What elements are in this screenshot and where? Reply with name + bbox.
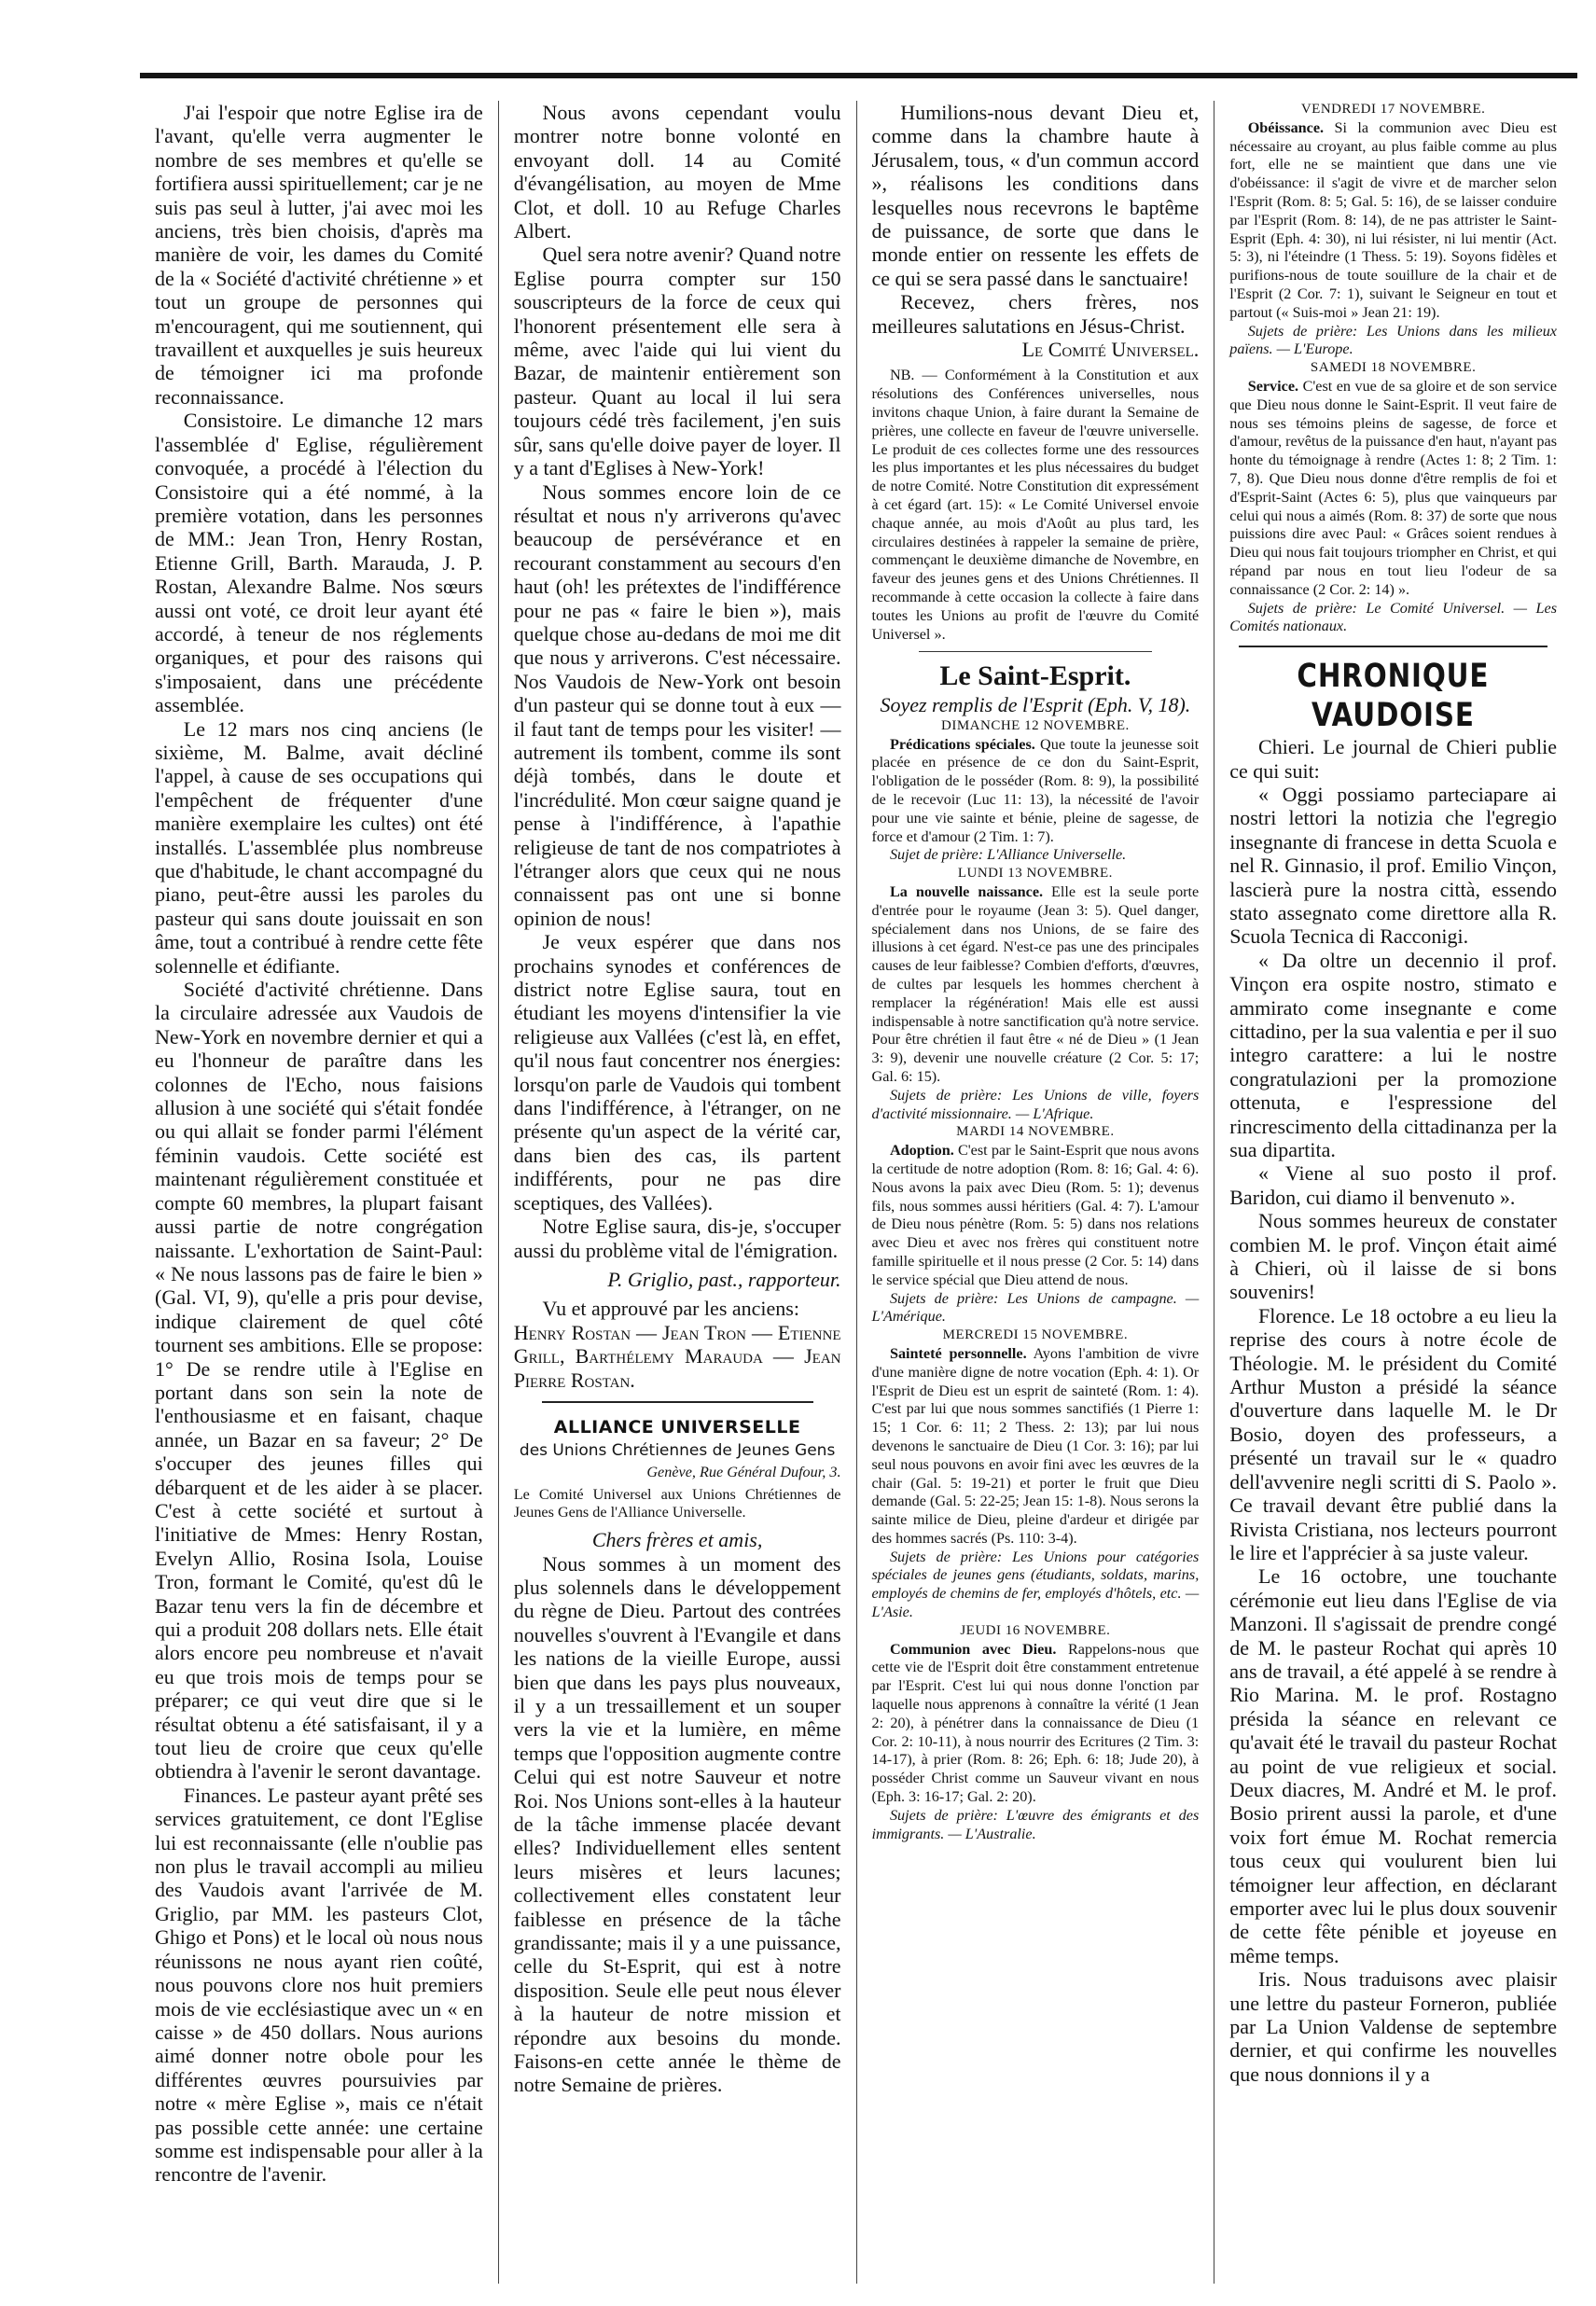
- column-2: [498, 101, 856, 2284]
- signature: Le Comité Universel.: [1021, 338, 1200, 362]
- chronique-paragraph: Nous sommes heureux de constater combien M. le prof. Vinçon était aimé à Chieri, où il laisse de si bons souvenirs!: [1229, 1209, 1557, 1304]
- chronique-paragraph: Florence. Le 18 octobre a eu lieu la reprise des cours à notre école de Théologie. M. le président du Comité Arthur Muston a présidé la séance d'ouverture dans laquelle M. le Dr Bosio, doyen des professeurs, a présenté un travail sur le « quadro dell'avvenire negli scritti di S. Paolo ». Ce travail devant être publié dans la Rivista Cristiana, nos lecteurs pourront le lire et l'apprécier à sa juste valeur.: [1229, 1303, 1557, 1564]
- paragraph: Le 12 mars nos cinq anciens (le sixième, M. Balme, avait décliné l'appel, à cause de ses occupations qui l'empêchent de fréquenter d'une manière exemplaire les cultes) ont été installés. L'assemblée plus nombreuse que d'habitude, le chant accompagné du piano, peut-être aussi les paroles du pasteur qui sans doute jouissait en son âme, tout a contribué à rendre cette fête solennelle et édifiante.: [155, 716, 483, 978]
- chronique-paragraph: Le 16 octobre, une touchante cérémonie eut lieu dans l'Eglise de via Manzoni. Il s'agissait de prendre congé de M. le pasteur Rochat qui après 10 ans de travail, a été appelé à se rendre à Rio Marina. M. le prof. Rostagno présida la séance en relevant ce qu'avait été le travail du pasteur Rochat au point de vue religieux et social. Deux diacres, M. André et M. le prof. Bosio prirent aussi la parole, et d'une voix fort émue M. Rochat remercia tous ceux qui voulurent bien lui témoigner leur affection, en déclarant emporter avec lui le plus doux souvenir de cette fête pénible et joyeuse en même temps.: [1229, 1564, 1557, 1967]
- chronique-paragraph: « Viene al suo posto il prof. Baridon, cui diamo il benvenuto ».: [1229, 1161, 1557, 1209]
- column-3: [856, 101, 1214, 2284]
- paragraph: Recevez, chers frères, nos meilleures salutations en Jésus-Christ.: [871, 290, 1200, 338]
- prayer-day: [1229, 101, 1557, 359]
- day-body: C'est en vue de sa gloire et de son service que Dieu nous donne le Saint-Esprit. Il veut faire de nous ses témoins pleins de sagesse, de force et d'amour, revêtus de la puissance d'en haut, n'ayant pas honte du témoignage à rendre (Actes 1: 8; 2 Tim. 1: 7, 8). Que Dieu nous donne d'être remplis de foi et d'Esprit-Saint (Actes 6: 5), plus que vainqueurs par celui qui nous a aimés (Rom. 8: 37) de sorte que nous puissions dire avec Paul: « Grâces soient rendues à Dieu qui nous fait toujours triompher en Christ, et qui répand par nous en tout lieu l'odeur de sa connaissance (2 Cor. 2: 14) ».: [1229, 377, 1558, 598]
- chronique-paragraph: Chieri. Le journal de Chieri publie ce qui suit:: [1229, 735, 1557, 783]
- newspaper-page: [140, 101, 1572, 2284]
- day-body: Si la communion avec Dieu est nécessaire au croyant, au plus faible comme au plus fort, elle ne se maintient que dans une vie d'obéissance: il s'agit de vivre et de marcher selon l'Esprit (Rom. 8: 5; Gal. 5: 16), de se laisser conduire par l'Esprit (Rom. 8: 14), de ne pas attrister le Saint-Esprit (Eph. 4: 30), ni lui résister, ni lui mentir (Act. 5: 3), ni l'éteindre (1 Thess. 5: 19). Soyons fidèles et purifions-nous de toute souillure de la chair et de l'Esprit (2 Cor. 7: 1), suivant le Seigneur en tout et partout (« Suis-moi » Jean 21: 19).: [1229, 118, 1557, 321]
- address: Genève, Rue Général Dufour, 3.: [646, 1463, 841, 1480]
- prayer-subject: Sujet de prière: L'Alliance Universelle.: [889, 846, 1127, 864]
- paragraph: Humilions-nous devant Dieu et, comme dans la chambre haute à Jérusalem, tous, « d'un commun accord », réalisons les conditions dans lesquelles nous recevrons le baptême de puissance, de sorte que dans le monde entier on ressente les effets de ce qui se sera passé dans le sanctuaire!: [871, 101, 1200, 290]
- day-text: [1229, 378, 1557, 600]
- day-heading: La nouvelle naissance.: [889, 883, 1044, 900]
- day-date: DIMANCHE 12 NOVEMBRE.: [941, 717, 1130, 733]
- day-body: Que toute la jeunesse soit placée en présence de ce don du Saint-Esprit, l'obligation de le posséder (Rom. 8: 9), la possibilité de le recevoir (Luc 11: 13), la nécessité de l'avoir pour une vie sainte et bénie, pleine de sagesse, de force et d'amour (2 Tim. 1: 7).: [871, 735, 1200, 845]
- chronique-paragraph: « Oggi possiamo parteciapare ai nostri lettori la notizia che l'egregio insegnante di francese in detta Scuola e nel R. Ginnasio, il prof. Emilio Vinçon, lascierà pure la nostra città, essendo stato assegnato come direttore alla R. Scuola Tecnica di Racconigi.: [1229, 782, 1557, 949]
- paragraph: Nous sommes à un moment des plus solennels dans le développement du règne de Dieu. Partout des contrées nouvelles s'ouvrent à l'Evangile et dans les nations de la vieille Europe, aussi bien que dans les pays plus nouveaux, il y a un tressaillement et un souper vers la vie et la lumière, en même temps que l'opposition augmente contre Celui qui est notre Sauveur et notre Roi. Nos Unions sont-elles à la hauteur de la tâche immense placée devant elles? Individuellement elles sentent leurs misères et leurs lacunes; collectivement elles constatent leur faiblesse en présence de la tâche grandissante; mais il y a une puissance, celle du St-Esprit, qui est à notre disposition. Seule elle peut nous élever à la hauteur de notre mission et répondre aux besoins du monde. Faisons-en cette année le thème de notre Semaine de prières.: [513, 1551, 841, 2097]
- day-text: [1229, 119, 1557, 323]
- day-heading: Obéissance.: [1247, 118, 1325, 136]
- day-body: C'est par le Saint-Esprit que nous avons la certitude de notre adoption (Rom. 8: 16; Gal. 4: 6). Nous avons la paix avec Dieu (Rom. 5: 1); devenus fils, nous sommes aussi héritiers (Gal. 4: 7). L'amour de Dieu nous pénètre (Rom. 5: 5) dans nos relations avec Dieu et avec nos frères qui constituent notre famille spirituelle et il nous presse (2 Cor. 5: 14) dans le service spécial que Dieu attend de nous.: [871, 1142, 1200, 1288]
- section-subtitle-alliance: des Unions Chrétiennes de Jeunes Gens: [519, 1441, 836, 1461]
- day-heading: Prédications spéciales.: [889, 735, 1035, 753]
- prayer-subject: Sujets de prière: Les Unions de campagne. — L'Amérique.: [871, 1289, 1200, 1326]
- paragraph: Quel sera notre avenir? Quand notre Eglise pourra compter sur 150 souscripteurs de la force de ceux qui l'honorent présentement elle sera à même, avec l'aide qui lui vient du Bazar, de maintenir entièrement son pasteur. Quant au local il lui sera toujours cédé très facilement, j'en suis sûr, sans qu'elle doive payer de loyer. Il y a tant d'Eglises à New-York!: [513, 243, 841, 480]
- paragraph: Notre Eglise saura, dis-je, s'occuper aussi du problème vital de l'émigration.: [513, 1215, 841, 1262]
- day-body: Elle est la seule porte d'entrée pour le royaume (Jean 3: 5). Quel danger, spécialement dans nos Unions, de se faire des illusions à cet égard. N'est-ce pas une des principales causes de leur faiblesse? Combien d'efforts, d'œuvres, de cultes par lesquels les hommes cherchent à remplacer la régénération! Mais elle est aussi indispensable à notre sanctification qu'à notre service. Pour être chrétien il faut être « né de Dieu » (1 Jean 3: 9), devenir une nouvelle créature (2 Cor. 5: 17; Gal. 6: 15).: [871, 883, 1200, 1085]
- epigraph: Soyez remplis de l'Esprit (Eph. V, 18).: [880, 693, 1191, 717]
- day-date: LUNDI 13 NOVEMBRE.: [957, 866, 1113, 882]
- day-text: [872, 1142, 1200, 1289]
- prayer-day: [872, 717, 1200, 865]
- column-1: [140, 101, 498, 2284]
- greeting: Chers frères et amis,: [591, 1528, 763, 1552]
- prayer-day: [872, 865, 1200, 1123]
- prayer-subject: Sujets de prière: Les Unions dans les milieux païens. — L'Europe.: [1229, 322, 1557, 358]
- day-text: [872, 1641, 1200, 1807]
- day-heading: Communion avec Dieu.: [889, 1640, 1057, 1658]
- day-text: [872, 883, 1200, 1087]
- section-title-chronique: CHRONIQUE VAUDOISE: [1297, 658, 1490, 735]
- prayer-day: [872, 1327, 1200, 1622]
- paragraph: Société d'activité chrétienne. Dans la circulaire adressée aux Vaudois de New-York en novembre dernier et qui a eu l'honneur de paraître dans les colonnes de l'Echo, nous faisions allusion à une société qui s'était fondée ou qui allait se fonder parmi l'élément féminin vaudois. Cette société est maintenant régulièrement constituée et compte 60 membres, la plupart faisant aussi partie de notre congrégation naissante. L'exhortation de Saint-Paul: « Ne nous lassons pas de faire le bien » (Gal. VI, 9), qu'elle a pris pour devise, indique clairement de quel côté tournent ses ambitions. Elle se propose: 1° De se rendre utile à l'Eglise en portant dans son sein la note de l'enthousiasme et en faisant, chaque année, un Bazar en sa faveur; 2° De s'occuper des jeunes filles qui débarquent et de les aider à se placer. C'est à cette société et surtout à l'initiative de Mmes: Henry Rostan, Evelyn Allio, Rosina Isola, Louise Tron, formant le Comité, qu'est dû le Bazar tenu vers la fin de décembre et qui a produit 208 dollars nets. Elle était alors encore peu nombreuse et n'avait eu que trois mois de temps pour se préparer; ce qui veut dire que si le résultat obtenu a été satisfaisant, il y a tout lieu de croire que ceux qu'elle obtiendra à l'avenir le seront davantage.: [155, 978, 483, 1784]
- day-text: [872, 736, 1200, 847]
- chronique-paragraph: Iris. Nous traduisons avec plaisir une lettre du pasteur Forneron, publiée par La Union Valdense de septembre dernier, et qui confirme les nouvelles que nous donnions il y a: [1229, 1967, 1557, 2086]
- prayer-day: [872, 1123, 1200, 1327]
- prayer-day: [1229, 359, 1557, 636]
- approval-line: Vu et approuvé par les anciens:: [542, 1297, 799, 1321]
- note-nb: NB. — Conformément à la Constitution et aux résolutions des Conférences universelles, nous invitons chaque Union, à faire durant la Semaine de prières, une collecte en faveur de l'œuvre universelle. Le produit de ces collectes forme une des ressources les plus importantes et les plus nécessaires du budget de notre Comité. Notre Constitution dit expressément à cet égard (art. 15): « Le Comité Universel envoie chaque année, au mois d'Août au plus tard, les circulaires destinées à rappeler la semaine de prière, commençant le deuxième dimanche de Novembre, en faveur des jeunes gens et des Unions Chrétiennes. Il recommande à cette occasion la collecte à faire dans toutes les Unions au profit de l'œuvre du Comité Universel ».: [871, 367, 1200, 643]
- day-body: Rappelons-nous que cette vie de l'Esprit doit être constamment entretenue par l'Esprit. C'est lui qui nous donne l'onction par laquelle nous apprenons à connaître la vérité (1 Jean 2: 20), à pénétrer dans la connaissance de Dieu (1 Cor. 2: 10-11), à nous nourrir des Ecritures (2 Tim. 3: 14-17), à prier (Rom. 8: 26; Eph. 6: 18; Jude 20), à posséder Christ comme un Sauveur vivant en nous (Eph. 3: 16-17; Gal. 2: 20).: [871, 1640, 1200, 1806]
- paragraph: Je veux espérer que dans nos prochains synodes et conférences de district notre Eglise saura, tout en étudiant les moyens d'intensifier la vie religieuse aux Vallées (c'est là, en effet, qu'il nous faut concentrer nos énergies: lorsqu'on parle de Vaudois qui tombent dans l'indifférence, à l'étranger, on ne présente qu'un aspect de la vérité car, dans bien des cas, ils partent indifférents, pour ne pas dire sceptiques, des Vallées).: [513, 930, 841, 1215]
- chronique-paragraph: « Da oltre un decennio il prof. Vinçon era ospite nostro, stimato e ammirato come insegnante e come cittadino, per la sua valentia e per il suo integro carattere: a lui le nostre congratulazioni per la promozione ottenuta, e l'espressione del rincrescimento della cittadinanza per la sua dipartita.: [1229, 948, 1557, 1162]
- day-date: MARDI 14 NOVEMBRE.: [956, 1124, 1115, 1140]
- day-date: JEUDI 16 NOVEMBRE.: [960, 1622, 1111, 1638]
- signature: P. Griglio, past., rapporteur.: [607, 1267, 841, 1291]
- prayer-subject: Sujets de prière: Le Comité Universel. — Les Comités nationaux.: [1229, 599, 1557, 635]
- day-date: SAMEDI 18 NOVEMBRE.: [1310, 360, 1477, 376]
- day-date: VENDREDI 17 NOVEMBRE.: [1300, 102, 1486, 117]
- prayer-day: [872, 1622, 1200, 1844]
- day-body: Ayons l'ambition de vivre d'une manière digne de notre vocation (Eph. 4: 1). Or l'Esprit de Dieu est un esprit de sainteté (Rom. 1: 4). C'est par lui que nous sommes sanctifiés (1 Pierre 1: 15; 1 Cor. 6: 11; 2 Thess. 2: 13); par lui nous devenons le sanctuaire de Dieu (1 Cor. 3: 16); par lui seul nous pouvons en avoir fini avec les œuvres de la chair (Gal. 5: 19-21) et porter le fruit que Dieu demande (Gal. 5: 22-25; Jean 15: 1-8). Nous serons la sainte milice de Dieu, pleine d'ardeur et dirigée par des hommes sacrés (Ps. 110: 3-4).: [871, 1344, 1200, 1547]
- separator: [542, 1401, 813, 1403]
- top-rule: [140, 73, 1577, 78]
- day-heading: Service.: [1247, 377, 1299, 395]
- paragraph: Finances. Le pasteur ayant prêté ses services gratuitement, ce dont l'Eglise lui est reconnaissante (elle n'oublie pas non plus le travail accompli au milieu des Vaudois avant l'arrivée de M. Griglio, par MM. les pasteurs Clot, Ghigo et Pons) et le local où nous nous réunissons ne nous ayant rien coûté, nous pouvons clore nos huit premiers mois de vie ecclésiastique avec un « en caisse » de 450 dollars. Nous aurions aimé donner notre obole pour les différentes œuvres poursuivies par notre « mère Eglise », mais ce n'était pas possible cette année: une certaine somme est indispensable pour aller à la rencontre de l'avenir.: [155, 1783, 483, 2187]
- section-title-alliance: ALLIANCE UNIVERSELLE: [553, 1416, 801, 1438]
- prayer-subject: Sujets de prière: Les Unions de ville, foyers d'activité missionnaire. — L'Afrique.: [871, 1086, 1200, 1122]
- day-text: [872, 1345, 1200, 1549]
- day-date: MERCREDI 15 NOVEMBRE.: [942, 1327, 1129, 1343]
- section-title-saint-esprit: Le Saint-Esprit.: [939, 660, 1131, 692]
- day-heading: Adoption.: [889, 1142, 954, 1160]
- separator: [919, 651, 1153, 652]
- elders-names: Henry Rostan — Jean Tron — Etienne Grill, Barthélemy Marauda — Jean Pierre Rostan.: [513, 1320, 841, 1392]
- prayer-subject: Sujets de prière: L'œuvre des émigrants et des immigrants. — L'Australie.: [871, 1806, 1200, 1842]
- prayer-subject: Sujets de prière: Les Unions pour catégories spéciales de jeunes gens (étudiants, soldats, marins, employés de chemins de fer, employés d'hôtels, etc. — L'Asie.: [871, 1548, 1200, 1621]
- addressee: Le Comité Universel aux Unions Chrétiennes de Jeunes Gens de l'Alliance Universelle.: [513, 1485, 841, 1521]
- paragraph: Consistoire. Le dimanche 12 mars l'assemblée d' Eglise, régulièrement convoquée, a procédé à l'élection du Consistoire qui a été nommé, à la première votation, dans les personnes de MM.: Jean Tron, Henry Rostan, Etienne Grill, Barth. Marauda, J. P. Rostan, Alexandre Balme. Nos sœurs aussi ont voté, ce droit leur ayant été accordé, à teneur de nos réglements organiques, et pour des raisons qui s'imposaient, dans une précédente assemblée.: [155, 409, 483, 717]
- paragraph: J'ai l'espoir que notre Eglise ira de l'avant, qu'elle verra augmenter le nombre de ses membres et qu'elle se fortifiera aussi spirituellement; car je ne suis pas seul à lutter, j'ai avec moi les anciens, très bien choisis, d'après ma manière de voir, les dames du Comité de la « Société d'activité chrétienne » et tout un groupe de personnes qui m'encouragent, qui me soutiennent, qui travaillent et auxquelles je suis heureux de témoigner ici ma profonde reconnaissance.: [155, 101, 483, 409]
- paragraph: Nous sommes encore loin de ce résultat et nous n'y arriverons qu'avec beaucoup de persévérance et en recourant constamment au secours d'en haut (oh! les prétextes de l'indifférence pour ne pas « faire le bien »), mais quelque chose au-dedans de moi me dit que nous y arriverons. C'est nécessaire. Nos Vaudois de New-York ont besoin d'un pasteur qui se donne tout à eux — il faut tant de temps pour les visiter! — autrement ils tombent, comme ils sont déjà tombés, dans le doute et l'incrédulité. Mon cœur saigne quand je pense à l'indifférence, à l'apathie religieuse de tant de nos compatriotes à l'étranger alors que ceux qui ne nous connaissent pas ont une si bonne opinion de nous!: [513, 479, 841, 930]
- column-4: [1214, 101, 1572, 2284]
- paragraph: Nous avons cependant voulu montrer notre bonne volonté en envoyant doll. 14 au Comité d'évangélisation, au moyen de Mme Clot, et doll. 10 au Refuge Charles Albert.: [513, 101, 841, 243]
- day-heading: Sainteté personnelle.: [889, 1344, 1027, 1362]
- separator: [1239, 646, 1547, 647]
